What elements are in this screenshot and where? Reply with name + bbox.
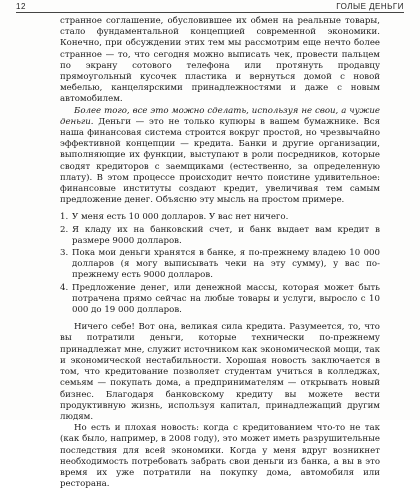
list-item-number: 1. xyxy=(60,212,69,223)
paragraph-top: странное соглашение, обусловившее их обмен на реальные товары, стало фундаментальной концепцией современной экономики. Конечно, при обсуждении этих тем мы рассмотрим еще нечто более странное — то, что сегодня можно выписать чек, провести пальцем по экрану сотового телефона или протянуть продавцу прямоугольный кусочек пластика и вернуться домой с новой мебелью, канцелярскими принадлежностями и даже с новым автомобилем. xyxy=(60,16,380,105)
page-header xyxy=(16,1,404,13)
page-number: 12 xyxy=(16,2,26,11)
list-item-number: 3. xyxy=(60,248,69,259)
list-item xyxy=(60,283,380,317)
list-item-number: 2. xyxy=(60,224,69,235)
paragraph-credit-rest: Деньги — это не только купюры в вашем бумажнике. Вся наша финансовая система строится вокруг простой, но чрезвычайно эффективной концепции — кредита. Банки и другие организации, выполняющие их функции, выступают в роли посредников, которые сводят кредиторов с заемщиками (естественно, за определенную плату). В этом процессе происходит нечто поистине удивительное: финансовые институты создают кредит, увеличивая тем самым предложение денег. Объясню эту мысль на простом примере. xyxy=(60,116,380,206)
list-item xyxy=(60,225,380,247)
text-body xyxy=(60,16,380,490)
paragraph-bottom: Ничего себе! Вот она, великая сила кредита. Разумеется, то, что вы потратили деньги, которые технически по-прежнему принадлежат мне, служит источником как экономической мощи, так и экономической нестабильности. Хорошая новость заключается в том, что кредитование позволяет студентам учиться в колледжах, семьям — покупать дома, а предпринимателям — открывать новый бизнес. Благодаря банковскому кредиту вы можете вести продуктивную жизнь, используя капитал, принадлежащий другим людям. xyxy=(60,322,380,422)
list-item-number: 4. xyxy=(60,282,69,293)
list-item xyxy=(60,212,380,223)
list-item-text: Пока мои деньги хранятся в банке, я по-прежнему владею 10 000 долларов (я могу выписывать чеки на эту сумму), у вас по-прежнему есть 9000 долларов. xyxy=(72,248,380,281)
list-item xyxy=(60,248,380,282)
paragraph-credit xyxy=(60,106,380,207)
italic-lead-sentence: Более того, все это можно сделать, используя не свои, а чужие деньги. xyxy=(60,105,380,127)
list-item-text: Предложение денег, или денежной массы, которая может быть потрачена прямо сейчас на любые товары и услуги, выросло с 10 000 до 19 000 долларов. xyxy=(72,282,380,316)
list-item-text: Я кладу их на банковский счет, и банк выдает вам кредит в размере 9000 долларов. xyxy=(72,224,380,246)
running-title: ГОЛЫЕ ДЕНЬГИ xyxy=(336,2,404,11)
numbered-list xyxy=(60,212,380,316)
paragraph-bottom: Но есть и плохая новость: когда с кредитованием что-то не так (как было, например, в 2008 году), это может иметь разрушительные последствия для всей экономики. Когда у меня вдруг возникнет необходимость потребовать забрать свои деньги из банка, а вы в это время их уже потратили на покупку дома, автомобиля или ресторана. xyxy=(60,423,380,490)
list-item-text: У меня есть 10 000 долларов. У вас нет ничего. xyxy=(72,212,289,223)
